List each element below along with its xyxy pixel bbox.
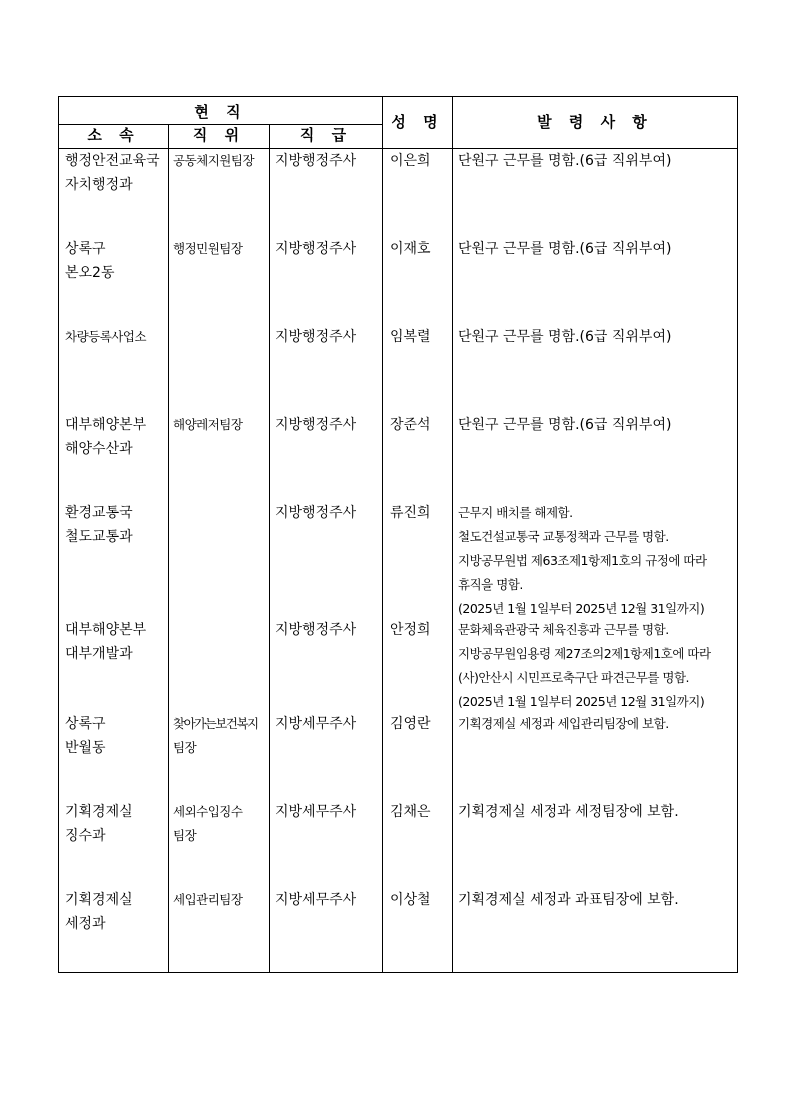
position-line: 팀장 <box>173 828 197 843</box>
dept-line: 행정안전교육국 <box>65 153 160 169</box>
order-line: 단원구 근무를 명함.(6급 직위부여) <box>458 417 672 433</box>
grade-cell: 지방행정주사 <box>275 153 357 169</box>
dept-line: 징수과 <box>65 828 106 844</box>
header-name: 성 명 <box>391 113 444 131</box>
position-cell <box>173 149 267 173</box>
grade-cell: 지방세무주사 <box>275 804 357 820</box>
grade-cell: 지방세무주사 <box>275 892 357 908</box>
header-grade: 직 급 <box>299 126 353 144</box>
order-line: 단원구 근무를 명함.(6급 직위부여) <box>458 241 672 257</box>
name-cell: 이상철 <box>390 892 431 908</box>
order-line: 문화체육관광국 체육진흥과 근무를 명함. <box>458 622 669 637</box>
header-current: 현 직 <box>194 103 247 121</box>
dept-line: 기획경제실 <box>65 892 133 908</box>
position-line: 해양레저팀장 <box>173 417 243 432</box>
col-divider-grade <box>269 124 270 972</box>
col-divider-name <box>382 97 383 972</box>
order-line: 근무지 배치를 해제함. <box>458 505 573 520</box>
dept-cell <box>65 888 162 936</box>
name-cell: 안정희 <box>390 622 431 638</box>
position-line: 세입관리팀장 <box>173 892 243 907</box>
dept-line: 대부해양본부 <box>65 417 147 433</box>
order-line: 기획경제실 세정과 세정팀장에 보함. <box>458 804 679 820</box>
order-line: 지방공무원임용령 제27조의2제1항제1호에 따라 <box>458 646 711 661</box>
order-line: 기획경제실 세정과 과표팀장에 보함. <box>458 892 679 908</box>
name-cell: 임복렬 <box>390 329 431 345</box>
grade-cell: 지방세무주사 <box>275 716 357 732</box>
order-cell <box>458 325 734 349</box>
name-cell: 김채은 <box>390 804 431 820</box>
dept-line: 상록구 <box>65 241 106 257</box>
col-divider-position <box>168 124 169 972</box>
name-cell: 이재호 <box>390 241 431 257</box>
position-cell <box>173 413 267 437</box>
position-line: 공동체지원팀장 <box>173 153 255 168</box>
dept-line: 해양수산과 <box>65 441 133 457</box>
dept-cell <box>65 618 162 666</box>
grade-cell: 지방행정주사 <box>275 622 357 638</box>
order-cell <box>458 800 734 824</box>
position-cell <box>173 712 265 760</box>
dept-line: 철도교통과 <box>65 529 133 545</box>
dept-line: 대부해양본부 <box>65 622 147 638</box>
position-cell <box>173 800 265 848</box>
order-line: 휴직을 명함. <box>458 577 523 592</box>
order-cell <box>458 149 734 173</box>
header-order: 발 령 사 항 <box>537 113 653 131</box>
dept-line: 세정과 <box>65 916 106 932</box>
col-divider-order <box>452 97 453 972</box>
order-line: (2025년 1월 1일부터 2025년 12월 31일까지) <box>458 694 705 709</box>
name-cell: 김영란 <box>390 716 431 732</box>
position-line: 찾아가는보건복지 <box>173 716 258 731</box>
name-cell: 장준석 <box>390 417 431 433</box>
name-cell: 류진희 <box>390 505 431 521</box>
grade-cell: 지방행정주사 <box>275 241 357 257</box>
header-affiliation: 소 속 <box>87 126 140 144</box>
dept-cell <box>65 149 162 197</box>
dept-cell <box>65 800 162 848</box>
dept-line: 기획경제실 <box>65 804 133 820</box>
order-cell <box>458 413 734 437</box>
order-cell <box>458 237 734 261</box>
order-line: (사)안산시 시민프로축구단 파견근무를 명함. <box>458 670 689 685</box>
order-line: 지방공무원법 제63조제1항제1호의 규정에 따라 <box>458 553 707 568</box>
position-line: 팀장 <box>173 740 197 755</box>
dept-line: 자치행정과 <box>65 177 133 193</box>
order-line: 단원구 근무를 명함.(6급 직위부여) <box>458 329 672 345</box>
position-line: 행정민원팀장 <box>173 241 243 256</box>
position-line: 세외수입징수 <box>173 804 243 819</box>
order-cell <box>458 888 734 912</box>
header-divider-top <box>59 124 382 125</box>
dept-cell <box>65 501 162 549</box>
dept-cell <box>65 413 162 461</box>
order-line: 기획경제실 세정과 세입관리팀장에 보함. <box>458 716 669 731</box>
dept-line: 대부개발과 <box>65 646 133 662</box>
order-line: 철도건설교통국 교통정책과 근무를 명함. <box>458 529 669 544</box>
position-cell <box>173 888 267 912</box>
dept-line: 반월동 <box>65 740 106 756</box>
order-cell <box>458 501 736 621</box>
dept-cell <box>65 712 162 760</box>
order-cell <box>458 618 736 714</box>
dept-cell <box>65 237 162 285</box>
dept-line: 환경교통국 <box>65 505 133 521</box>
dept-cell <box>65 325 165 349</box>
name-cell: 이은희 <box>390 153 431 169</box>
grade-cell: 지방행정주사 <box>275 505 357 521</box>
position-cell <box>173 237 267 261</box>
order-line: (2025년 1월 1일부터 2025년 12월 31일까지) <box>458 601 705 616</box>
appointment-table <box>58 96 738 973</box>
order-cell <box>458 712 736 736</box>
dept-line: 차량등록사업소 <box>65 329 147 344</box>
dept-line: 상록구 <box>65 716 106 732</box>
dept-line: 본오2동 <box>65 265 115 281</box>
grade-cell: 지방행정주사 <box>275 417 357 433</box>
header-position: 직 위 <box>192 126 246 144</box>
grade-cell: 지방행정주사 <box>275 329 357 345</box>
order-line: 단원구 근무를 명함.(6급 직위부여) <box>458 153 672 169</box>
